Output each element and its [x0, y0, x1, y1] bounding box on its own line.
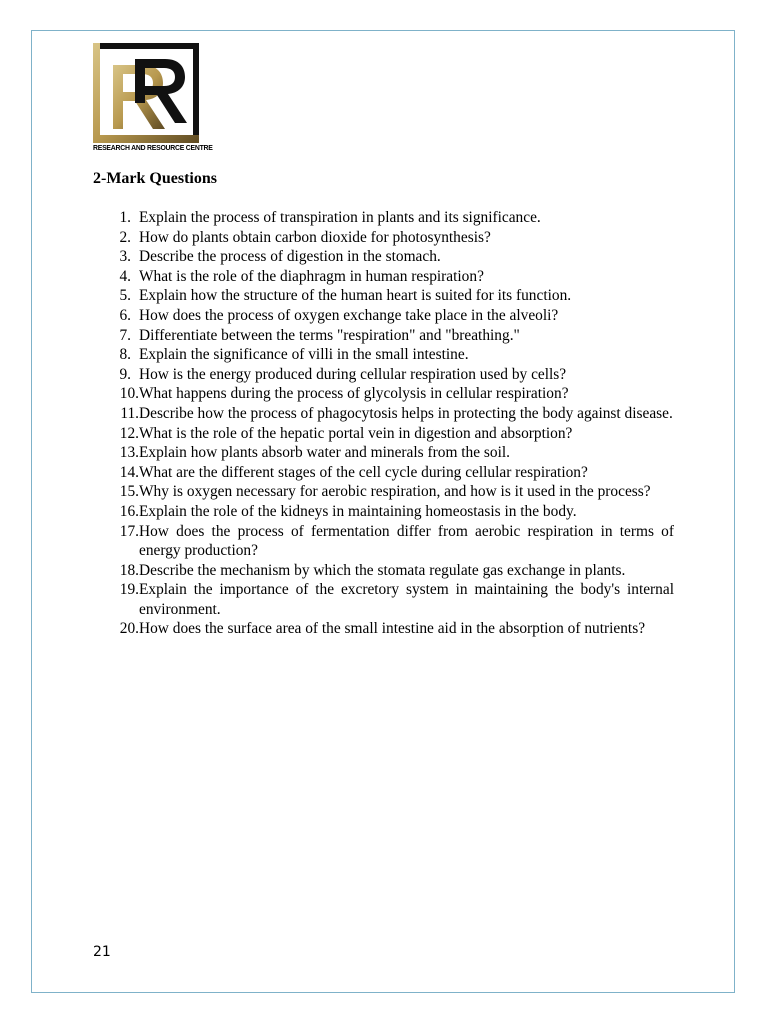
question-text: Explain the significance of villi in the small intestine. — [139, 346, 469, 364]
question-item — [93, 267, 674, 287]
question-number: 4. — [119, 267, 131, 285]
question-text: What is the role of the diaphragm in human respiration? — [139, 267, 484, 285]
question-text: How do plants obtain carbon dioxide for photosynthesis? — [139, 228, 491, 246]
logo-caption: RESEARCH AND RESOURCE CENTRE — [93, 143, 213, 152]
rr-logo-mark — [93, 43, 199, 143]
question-text: Explain the process of transpiration in plants and its significance. — [139, 209, 541, 226]
question-text: Differentiate between the terms "respiration" and "breathing." — [139, 326, 520, 344]
question-number: 18. — [119, 561, 139, 579]
question-number: 16. — [119, 502, 139, 520]
question-item — [93, 502, 674, 522]
question-item — [93, 228, 674, 248]
question-text: How does the process of oxygen exchange take place in the alveoli? — [139, 306, 559, 324]
question-number: 7. — [119, 326, 131, 344]
question-item — [93, 286, 674, 306]
question-item — [93, 404, 674, 424]
question-number: 20. — [119, 620, 139, 638]
section-heading: 2-Mark Questions — [93, 170, 217, 187]
question-number: 11. — [120, 404, 139, 422]
question-text: How is the energy produced during cellular respiration used by cells? — [139, 365, 567, 383]
question-item — [93, 326, 674, 346]
question-text: How does the surface area of the small intestine aid in the absorption of nutrients? — [139, 620, 646, 638]
question-number: 12. — [119, 424, 139, 442]
question-text: What is the role of the hepatic portal vein in digestion and absorption? — [139, 424, 573, 442]
question-number: 8. — [119, 346, 131, 364]
question-item — [93, 424, 674, 444]
question-text: Explain the importance of the excretory system in maintaining the body's internal environment. — [139, 581, 674, 618]
logo — [93, 43, 213, 155]
question-item — [93, 561, 674, 581]
question-text: Explain how the structure of the human heart is suited for its function. — [139, 287, 572, 305]
question-text: Describe the mechanism by which the stomata regulate gas exchange in plants. — [139, 561, 626, 579]
question-item — [93, 443, 674, 463]
question-number: 10. — [119, 385, 139, 403]
question-number: 3. — [119, 248, 131, 266]
question-item — [93, 463, 674, 483]
question-item — [93, 247, 674, 267]
question-item — [93, 208, 674, 228]
question-number: 9. — [119, 365, 131, 383]
question-number: 15. — [119, 483, 139, 501]
question-item — [93, 619, 674, 639]
question-item — [93, 306, 674, 326]
question-text: What happens during the process of glycolysis in cellular respiration? — [139, 385, 569, 403]
question-text: Why is oxygen necessary for aerobic respiration, and how is it used in the process? — [139, 483, 651, 501]
question-text: How does the process of fermentation differ from aerobic respiration in terms of energy production? — [139, 522, 674, 560]
question-number: 14. — [119, 463, 139, 481]
question-item — [93, 365, 674, 385]
question-text: Explain how plants absorb water and minerals from the soil. — [139, 444, 510, 462]
page-number: 21 — [93, 944, 111, 960]
question-list — [93, 208, 674, 639]
question-item — [93, 345, 674, 365]
question-text: What are the different stages of the cell cycle during cellular respiration? — [139, 463, 588, 481]
question-item — [93, 482, 674, 502]
question-text: Describe the process of digestion in the stomach. — [139, 248, 441, 266]
question-number: 17. — [119, 522, 139, 540]
question-item — [93, 384, 674, 404]
question-item — [93, 522, 674, 561]
question-text: Explain the role of the kidneys in maintaining homeostasis in the body. — [139, 502, 577, 520]
question-number: 2. — [119, 228, 131, 246]
question-text: Describe how the process of phagocytosis helps in protecting the body against disease. — [139, 404, 673, 422]
question-item — [93, 580, 674, 619]
question-number: 5. — [119, 287, 131, 305]
question-number: 13. — [119, 444, 139, 462]
question-number: 19. — [119, 581, 139, 599]
question-number: 1. — [119, 209, 131, 226]
question-number: 6. — [119, 306, 131, 324]
